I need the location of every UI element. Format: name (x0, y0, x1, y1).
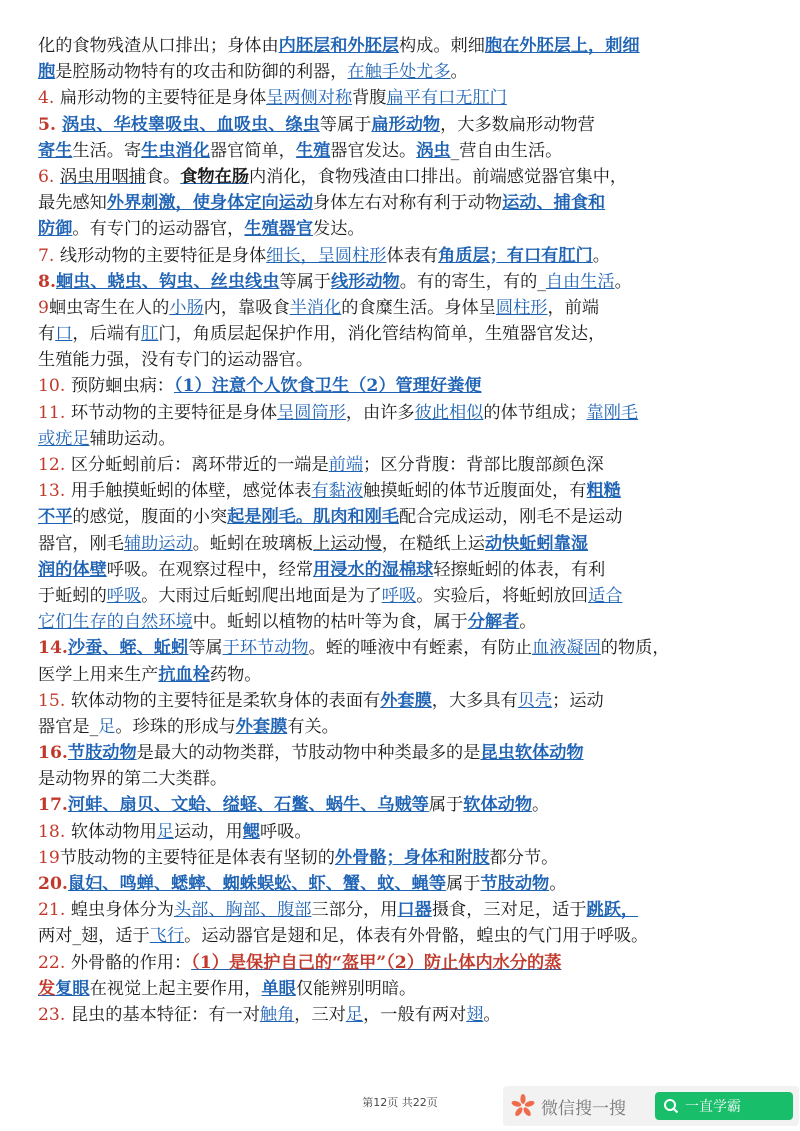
text-segment: 医学上用来生产 (38, 664, 159, 685)
text-segment: 用浸水的湿棉球 (313, 559, 434, 580)
text-segment: 触摸蚯蚓的体节近腹面处，有 (363, 481, 587, 502)
text-segment: 节肢动物 (67, 743, 137, 764)
text-segment: 运动，用 (173, 821, 243, 842)
search-button[interactable] (655, 1092, 793, 1120)
text-segment: 生活。寄 (72, 140, 142, 161)
text-segment: 呼吸 (381, 585, 417, 606)
text-segment: 。 (592, 245, 610, 266)
text-line (38, 321, 766, 347)
text-segment: 足 (156, 821, 174, 842)
text-segment: 昆虫软体动物 (480, 743, 584, 764)
text-segment: 18. (38, 821, 71, 842)
text-segment: 小肠 (169, 297, 204, 318)
text-segment: 13. (38, 481, 71, 502)
text-line (38, 792, 766, 818)
text-segment: 软体动物 (463, 795, 533, 816)
text-segment: 润的体壁 (38, 559, 107, 580)
text-segment: 前端 (328, 455, 364, 475)
text-segment: 半消化 (289, 297, 342, 318)
text-segment: 抗血栓 (158, 664, 210, 685)
text-segment: 。蚯蚓在玻璃板 (192, 533, 314, 554)
text-segment: 彼此相似 (414, 402, 484, 423)
text-segment: 涡虫、华枝睾吸虫、血吸虫、绦虫 (61, 114, 320, 135)
text-segment: 。 (519, 612, 537, 633)
text-segment: 21. (38, 900, 71, 921)
text-segment: 跳跃， (586, 900, 639, 921)
text-segment: 药物。 (209, 664, 262, 685)
text-segment: 19 (38, 847, 60, 868)
text-segment: 扁形动物 (371, 114, 441, 135)
text-segment: ，由许多 (345, 402, 415, 423)
text-line (38, 635, 766, 661)
text-line (38, 845, 766, 871)
text-segment: 在触手处尤多 (347, 62, 451, 83)
text-segment: 于蚯蚓的 (38, 585, 107, 606)
text-segment: 。 (483, 1004, 501, 1025)
text-line (38, 1002, 766, 1028)
text-segment: 在视觉上起主要作用， (89, 978, 262, 999)
text-segment: 。实验后，将蚯蚓放回 (416, 585, 589, 606)
text-segment: 区分蚯蚓前后：离环带近的一端是 (70, 455, 329, 475)
text-segment: 足 (98, 716, 116, 737)
text-line (38, 190, 766, 216)
text-segment: 15. (38, 690, 71, 711)
text-segment: 胞在外胚层上，刺细 (484, 36, 640, 56)
text-segment: 起是刚毛。肌肉和刚毛 (227, 507, 399, 528)
text-line (38, 950, 766, 976)
text-segment: ；区分背腹：背部比腹部颜色深 (363, 455, 604, 475)
text-segment: 有 (38, 324, 56, 345)
text-segment: ，三对 (294, 1004, 346, 1025)
text-segment: ，一般有两对 (363, 1004, 467, 1025)
text-segment: 沙蚕、蛭、蚯蚓 (67, 638, 189, 659)
search-label: 一直学霸 (685, 1099, 741, 1115)
text-segment: 是动物界的第二大类群。 (38, 769, 228, 790)
text-segment: 发 (38, 978, 56, 999)
text-segment: 线形动物的主要特征是身体 (59, 245, 267, 266)
text-segment: 蛔虫、蛲虫、钩虫、丝虫线虫 (55, 271, 280, 292)
text-segment: 构成。刺细 (398, 36, 485, 56)
text-line (38, 112, 766, 138)
text-line (38, 714, 766, 740)
text-segment: 胞 (38, 62, 56, 83)
text-segment: 生虫消化 (141, 140, 210, 161)
text-segment: 7. (38, 245, 60, 266)
text-segment: 器官，刚毛 (38, 533, 124, 554)
text-segment: 14. (38, 638, 68, 659)
text-segment: 单眼 (261, 978, 296, 999)
text-segment: 头部、胸部、腹部 (173, 900, 312, 921)
text-segment: 辅助运动。 (89, 428, 176, 449)
text-segment: 外套膜 (235, 716, 288, 737)
text-segment: 是腔肠动物特有的攻击和防御的利器， (55, 62, 348, 83)
text-segment: ，在糙纸上运 (381, 533, 485, 554)
text-segment: 16. (38, 743, 68, 764)
text-segment: 内胚层和外胚层 (278, 36, 399, 56)
text-segment: 9 (38, 297, 49, 318)
text-segment: 涡虫用咽捕 (59, 166, 146, 187)
text-segment: 。 (549, 874, 567, 894)
text-segment: 飞行 (149, 926, 185, 947)
text-segment: 预防蛔虫病： (70, 376, 174, 397)
text-segment: 摄食，三对足，适于 (431, 900, 587, 921)
text-segment: 粗糙 (586, 481, 621, 502)
text-line (38, 662, 766, 688)
text-segment: 。有专门的运动器官， (72, 219, 245, 240)
search-icon (663, 1098, 679, 1114)
text-segment: 8. (38, 271, 56, 292)
text-segment: 12. (38, 455, 71, 475)
text-segment: 食物在肠 (180, 166, 249, 187)
text-segment: 运动、捕食和 (502, 193, 606, 214)
text-segment: 翅 (466, 1004, 484, 1025)
text-segment: 都分节。 (489, 847, 559, 868)
text-segment: 的感觉，腹面的小突 (72, 507, 228, 528)
text-segment: 10. (38, 376, 71, 397)
text-line (38, 557, 766, 583)
text-segment: 。 (532, 795, 550, 816)
wechat-search-logo-icon (509, 1092, 537, 1120)
text-segment: 口 (55, 324, 73, 345)
text-segment: 属于 (428, 795, 464, 816)
text-line (38, 871, 766, 897)
text-segment: 适合 (588, 585, 623, 606)
text-line (38, 766, 766, 792)
document-body (38, 33, 766, 1028)
text-segment: 化的食物残渣从口排出；身体由 (38, 36, 279, 56)
text-segment: 。大雨过后蚯蚓爬出地面是为了 (141, 585, 382, 606)
text-line (38, 452, 766, 478)
text-line (38, 164, 766, 190)
text-segment: 生殖 (295, 140, 331, 161)
text-segment: 内消化，食物残渣由口排出。前端感觉器官集中， (248, 166, 628, 187)
text-segment: 不平 (38, 507, 73, 528)
text-segment: 器官发达。 (330, 140, 417, 161)
text-segment: 的体节组成； (483, 402, 587, 423)
text-line (38, 138, 766, 164)
text-line (38, 583, 766, 609)
text-segment: 蝗虫身体分为 (70, 900, 174, 921)
text-segment: 有黏液 (311, 481, 364, 502)
text-segment: 扁形动物的主要特征是身体 (59, 88, 267, 109)
text-segment: 22. (38, 952, 71, 973)
text-line (38, 269, 766, 295)
watermark-label: 微信搜一搜 (541, 1098, 626, 1119)
text-segment: 节肢动物的主要特征是体表有坚韧的 (59, 847, 335, 868)
text-segment: 器官是_ (38, 716, 99, 737)
text-line (38, 295, 766, 321)
text-segment: 用手触摸蚯蚓的体壁，感觉体表 (70, 481, 312, 502)
text-segment: （1）注意个人饮食卫生（2）管理好粪便 (173, 376, 482, 397)
text-segment: 外套膜 (380, 690, 432, 711)
text-segment: 防御 (38, 219, 73, 240)
text-segment: 节肢动物 (480, 874, 550, 894)
text-segment: ，后端有 (72, 324, 142, 345)
text-segment: 蛔虫寄生在人的 (48, 297, 170, 318)
text-line (38, 347, 766, 373)
text-segment: 有关。 (287, 716, 339, 737)
text-segment: 身体左右对称有利于动物 (313, 193, 503, 214)
text-segment: 的食糜生活。身体呈 (341, 297, 496, 318)
text-segment: 辅助运动 (123, 533, 193, 554)
text-segment: 最先感知 (38, 193, 107, 214)
text-segment: ；运动 (552, 690, 604, 711)
text-segment: 属于 (446, 874, 481, 894)
text-segment: 6. (38, 166, 60, 187)
text-segment: 角质层；有口有肛门 (438, 245, 593, 266)
text-segment: 分解者 (467, 612, 520, 633)
text-segment: 鼠妇、鸣蝉、蟋蟀、蜘蛛蜈蚣、虾、蟹、蚊、蝇等 (67, 874, 447, 894)
text-segment: 或疣足 (38, 428, 90, 449)
text-line (38, 740, 766, 766)
text-segment: 扁平 (386, 88, 421, 109)
text-segment: 于环节动物 (222, 638, 309, 659)
text-segment: 5. (38, 114, 62, 135)
text-segment: 23. (38, 1004, 71, 1025)
text-line (38, 531, 766, 557)
text-line (38, 33, 766, 59)
text-segment: 是最大的动物类群，节肢动物中种类最多的是 (136, 743, 481, 764)
text-segment: 细长，呈圆柱形 (266, 245, 387, 266)
text-line (38, 243, 766, 269)
text-line (38, 976, 766, 1002)
text-segment: 口器 (397, 900, 432, 921)
wechat-search-watermark (503, 1086, 799, 1126)
text-segment: 4. (38, 88, 60, 109)
text-segment: ，大多数扁形动物营 (440, 114, 595, 135)
text-segment: 轻擦蚯蚓的体表，有利 (433, 559, 606, 580)
text-line (38, 688, 766, 714)
text-segment: 配合完成运动，刚毛不是运动 (398, 507, 623, 528)
text-line (38, 59, 766, 85)
text-line (38, 478, 766, 504)
text-segment: 涡虫 (416, 140, 451, 161)
text-segment: 体表有 (386, 245, 439, 266)
text-segment: 20. (38, 874, 68, 894)
text-segment: _营自由生活。 (450, 140, 563, 161)
text-segment: 内，靠吸食 (203, 297, 290, 318)
text-segment: 呼吸。在观察过程中，经常 (106, 559, 314, 580)
text-segment: 血液凝固 (532, 638, 601, 659)
text-line (38, 819, 766, 845)
text-line (38, 85, 766, 111)
text-segment: 的物质， (600, 638, 670, 659)
text-segment: 生殖器官 (244, 219, 314, 240)
text-segment: 环节动物的主要特征是身体 (70, 402, 278, 423)
text-segment: 。运动器官是翅和足，体表有外骨骼，蝗虫的气门用于呼吸。 (184, 926, 649, 947)
text-segment: 17. (38, 795, 68, 816)
text-segment: ，前端 (547, 297, 600, 318)
text-segment: 软体动物用 (70, 821, 157, 842)
text-segment: 呼吸 (106, 585, 142, 606)
text-segment: 触角 (259, 1004, 295, 1025)
page-number: 第12页 共22页 (362, 1096, 438, 1109)
text-segment: 外界刺激，使身体定向运动 (106, 193, 314, 214)
text-segment: 肛 (141, 324, 159, 345)
text-segment: 动快蚯蚓靠湿 (484, 533, 589, 554)
text-segment: 中。蚯蚓以植物的枯叶等为食，属于 (192, 612, 468, 633)
text-segment: 。有的寄生，有的_ (399, 271, 546, 292)
text-line (38, 504, 766, 530)
text-segment: 贝壳 (517, 690, 553, 711)
text-segment: 圆柱形 (495, 297, 548, 318)
text-segment: 软体动物的主要特征是柔软身体的表面有 (70, 690, 381, 711)
text-segment: 发达。 (313, 219, 365, 240)
text-segment: 它们生存的自然环境 (38, 612, 193, 633)
text-segment: 等属于 (279, 271, 331, 292)
text-segment: 两对_翅，适于 (38, 926, 150, 947)
text-segment: 外骨骼；身体和附肢 (334, 847, 490, 868)
text-line (38, 373, 766, 399)
text-line (38, 400, 766, 426)
text-segment: 。蛭的唾液中有蛭素，有防止 (308, 638, 533, 659)
text-segment: （1）是保护自己的“盔甲”（2）防止体内水分的蒸 (191, 952, 562, 973)
text-segment: 足 (345, 1004, 364, 1025)
text-segment: 门，角质层起保护作用，消化管结构简单，生殖器官发达， (158, 324, 606, 345)
text-segment: 。珍珠的形成与 (115, 716, 236, 737)
text-segment: 等属于 (319, 114, 372, 135)
text-segment: 背腹 (352, 88, 387, 109)
text-line (38, 216, 766, 242)
text-segment: 11. (38, 402, 71, 423)
text-line (38, 923, 766, 949)
text-segment: 。 (450, 62, 468, 83)
text-segment: 呈两侧对称 (266, 88, 353, 109)
text-segment: 自由生活 (545, 271, 615, 292)
text-segment: 器官简单， (209, 140, 296, 161)
text-line (38, 426, 766, 452)
text-segment: 外骨骼的作用： (70, 952, 192, 973)
text-segment: 食。 (145, 166, 181, 187)
text-line (38, 609, 766, 635)
text-segment: 河蚌、扇贝、文蛤、缢蛏、石鳖、蜗牛、乌贼等 (67, 795, 429, 816)
text-segment: 三部分，用 (311, 900, 398, 921)
text-line (38, 897, 766, 923)
text-segment: 生殖能力强，没有专门的运动器官。 (38, 350, 314, 371)
text-segment: ，大多具有 (431, 690, 518, 711)
text-segment: 呈圆筒形 (277, 402, 346, 423)
text-segment: 昆虫的基本特征：有一对 (70, 1004, 260, 1025)
text-segment: 。 (614, 271, 632, 292)
text-segment: 有口无肛门 (420, 88, 507, 109)
text-segment: 呼吸。 (259, 821, 312, 842)
text-segment: 寄生 (38, 140, 73, 161)
text-segment: 线形动物 (330, 271, 400, 292)
text-segment: 鳃 (242, 821, 260, 842)
text-segment: 复眼 (55, 978, 90, 999)
text-segment: 靠刚毛 (586, 402, 639, 423)
text-segment: 仅能辨别明暗。 (295, 978, 417, 999)
text-segment: 上运动慢 (313, 533, 382, 554)
text-segment: 等属 (188, 638, 223, 659)
